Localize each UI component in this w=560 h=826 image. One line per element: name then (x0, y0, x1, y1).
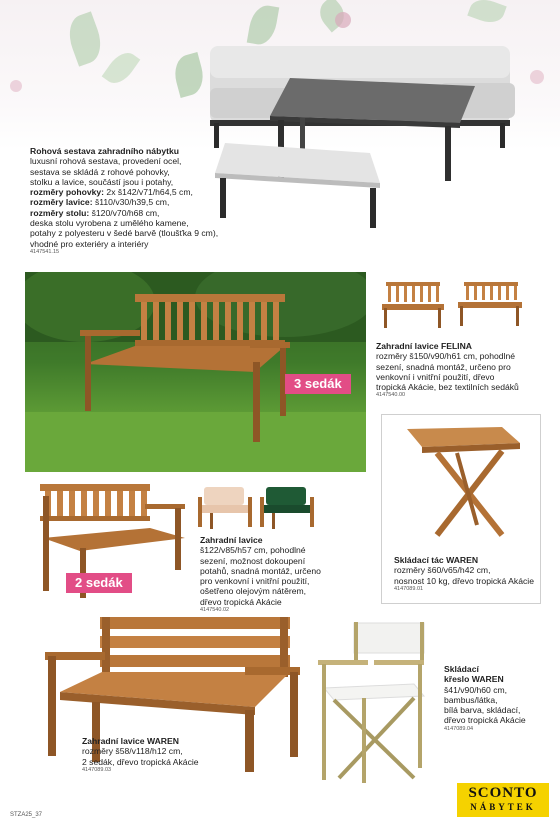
product-1-dim-row (30, 187, 270, 197)
product-1-line: potahy z polyesteru v šedé barvě (tloušťka 9 cm), (30, 228, 219, 239)
felina-bench-thumb (378, 278, 448, 330)
dim-value: š110/v30/h39,5 cm, (92, 197, 170, 208)
flower-decoration (10, 80, 22, 92)
bench-beige-cushion-thumb (196, 485, 254, 531)
product-2-code: 4147540.00 (376, 392, 406, 399)
seats-badge: 2 sedák (66, 573, 132, 593)
product-5-description (444, 664, 559, 733)
logo-bottom-text: NÁBYTEK (470, 802, 536, 812)
product-1-dim-row (30, 208, 270, 218)
product-3-line: ošetřeno olejovým nátěrem, (200, 586, 307, 597)
product-2-line: sezení, snadná montáž, určeno pro (376, 361, 511, 372)
seats-badge: 3 sedák (285, 374, 351, 394)
product-3-description (200, 535, 360, 614)
dim-value: 2x š142/v71/h64,5 cm, (104, 187, 193, 198)
product-4-title: Skládací tác WAREN (394, 555, 479, 565)
product-6-description (82, 736, 282, 774)
felina-bench-photo (25, 272, 366, 472)
page-code: STZA25_37 (10, 812, 43, 818)
product-1-title: Rohová sestava zahradního nábytku (30, 146, 179, 156)
felina-bench-thumb (454, 278, 526, 330)
product-3-line: potahů, snadná montáž, určeno (200, 565, 321, 576)
product-1-line: vhodné pro exteriéry a interiéry (30, 238, 149, 249)
product-4-description (394, 555, 540, 593)
product-3-code: 4147540.02 (200, 607, 230, 614)
product-2-title: Zahradní lavice FELINA (376, 341, 472, 351)
tray-table-box (381, 414, 541, 604)
product-5-line: bílá barva, skládací, (444, 705, 521, 716)
product-6-code: 4147089.03 (82, 766, 112, 773)
logo-top-text: SCONTO (468, 785, 538, 801)
product-3-line: dřevo tropická Akácie (200, 596, 282, 607)
product-2-line: rozměry š150/v90/h61 cm, pohodlné (376, 351, 516, 362)
leaf-decoration (467, 0, 506, 27)
product-1-line: sestava se skládá z rohové pohovky, (30, 166, 170, 177)
leaf-decoration (63, 11, 108, 66)
product-3-line: sezení, možnost dokoupení (200, 555, 306, 566)
tray-table-image (382, 415, 540, 545)
dim-label: rozměry lavice: (30, 197, 93, 208)
product-4-line: rozměry š60/v65/h42 cm, (394, 565, 491, 576)
product-5-line: dřevo tropická Akácie (444, 715, 526, 726)
dim-label: rozměry stolu: (30, 207, 90, 218)
product-3-line: pro venkovní i vnitřní použití, (200, 576, 310, 587)
product-3-title: Zahradní lavice (200, 535, 263, 545)
product-1-line: luxusní rohová sestava, provedení ocel, (30, 156, 182, 167)
product-4-line: nosnost 10 kg, dřevo tropická Akácie (394, 575, 534, 586)
product-6-title: Zahradní lavice WAREN (82, 736, 179, 746)
product-1-dim-row (30, 197, 270, 207)
dim-value: š120/v70/h68 cm, (89, 207, 160, 218)
product-5-title-2: křeslo WAREN (444, 674, 504, 685)
flower-decoration (530, 70, 544, 84)
product-5-title: Skládací (444, 664, 479, 674)
product-5-code: 4147089.04 (444, 725, 474, 732)
product-4-code: 4147089.01 (394, 585, 424, 592)
product-2-description (376, 341, 556, 399)
product-1-code: 4147541.15 (30, 248, 60, 255)
product-6-line: rozměry š58/v118/h12 cm, (82, 746, 183, 757)
leaf-decoration (102, 47, 141, 89)
product-1-description (30, 146, 270, 256)
sconto-logo (457, 783, 549, 817)
product-2-line: tropická Akácie, bez textilních sedáků (376, 382, 519, 393)
dim-label: rozměry pohovky: (30, 187, 105, 198)
product-2-line: venkovní i vnitřní použití, dřevo (376, 371, 495, 382)
product-6-line: 2 sedák, dřevo tropická Akácie (82, 756, 199, 767)
product-1-line: deska stolu vyrobena z umělého kamene, (30, 218, 189, 229)
product-5-line: š41/v90/h60 cm, (444, 684, 508, 695)
product-3-line: š122/v85/h57 cm, pohodlné (200, 545, 306, 556)
folding-chair-photo (314, 618, 434, 788)
product-1-line: stolku a lavice, součástí jsou i potahy, (30, 176, 174, 187)
product-5-line: bambus/látka, (444, 694, 498, 705)
bench-green-cushion-thumb (258, 485, 316, 531)
flower-decoration (335, 12, 351, 28)
